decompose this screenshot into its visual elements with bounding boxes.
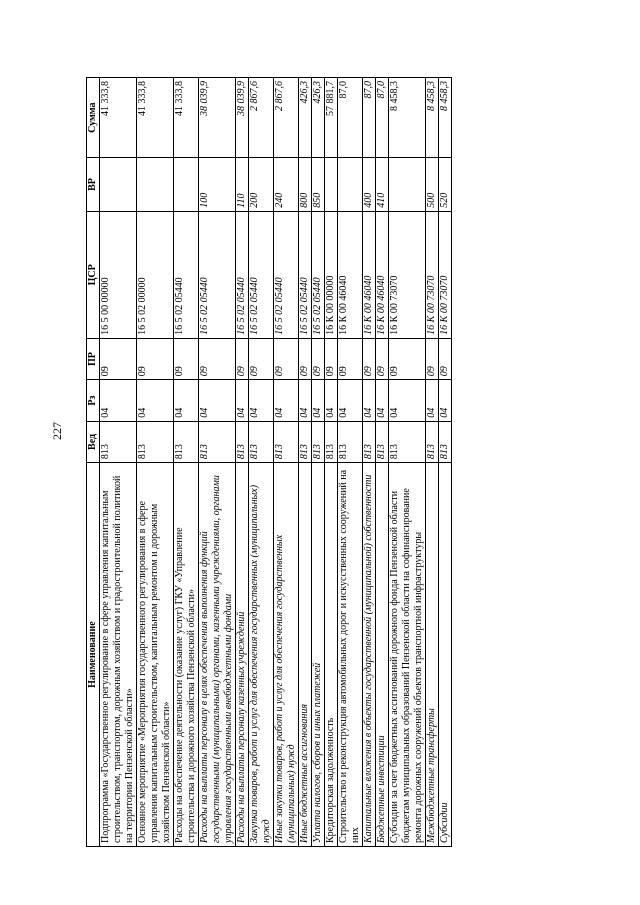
cell-csr: 16 К 00 46040 (338, 211, 363, 338)
cell-sum: 57 881,7 (325, 78, 338, 158)
cell-csr: 16 К 00 46040 (363, 211, 376, 338)
cell-ved: 813 (199, 421, 236, 462)
cell-pr: 09 (274, 338, 299, 379)
cell-sum: 87,0 (376, 78, 389, 158)
cell-ved: 813 (338, 421, 363, 462)
cell-sum: 2 867,6 (274, 78, 299, 158)
cell-name: Строительство и реконструкция автомобильных дорог и искусственных сооружений на них (338, 463, 363, 847)
cell-rz: 04 (312, 380, 325, 421)
cell-sum: 8 458,3 (439, 78, 452, 158)
cell-sum: 8 458,3 (426, 78, 439, 158)
cell-pr: 09 (299, 338, 312, 379)
cell-sum: 38 039,9 (199, 78, 236, 158)
cell-vr (338, 158, 363, 211)
cell-ved: 813 (426, 421, 439, 462)
cell-name: Бюджетные инвестиции (376, 463, 389, 847)
table-row (426, 78, 439, 847)
cell-sum: 41 333,8 (100, 78, 137, 158)
cell-ved: 813 (174, 421, 199, 462)
table-row (199, 78, 236, 847)
cell-ved: 813 (137, 421, 174, 462)
cell-sum: 426,3 (299, 78, 312, 158)
cell-csr: 16 5 02 05440 (312, 211, 325, 338)
table-row (236, 78, 249, 847)
header-rz: Рз (87, 380, 100, 421)
cell-vr: 520 (439, 158, 452, 211)
cell-vr: 800 (299, 158, 312, 211)
header-ved: Вед (87, 421, 100, 462)
cell-ved: 813 (249, 421, 274, 462)
cell-name: Капитальные вложения в объекты государственной (муниципальной) собственности (363, 463, 376, 847)
cell-pr: 09 (439, 338, 452, 379)
cell-pr: 09 (174, 338, 199, 379)
cell-name: Межбюджетные трансферты (426, 463, 439, 847)
cell-rz: 04 (299, 380, 312, 421)
table-row (274, 78, 299, 847)
cell-pr: 09 (100, 338, 137, 379)
cell-vr: 400 (363, 158, 376, 211)
cell-pr: 09 (137, 338, 174, 379)
cell-vr: 100 (199, 158, 236, 211)
cell-ved: 813 (236, 421, 249, 462)
table-row (299, 78, 312, 847)
cell-name: Уплата налогов, сборов и иных платежей (312, 463, 325, 847)
table-row (439, 78, 452, 847)
cell-name: Основное мероприятие «Мероприятия государственного регулирования в сфере управления капитальным строительством, капитальным ремонтом и дорожным хозяйством Пензенской области» (137, 463, 174, 847)
table-body (100, 78, 452, 847)
cell-ved: 813 (376, 421, 389, 462)
table-row (363, 78, 376, 847)
cell-vr: 200 (249, 158, 274, 211)
header-pr: ПР (87, 338, 100, 379)
cell-rz: 04 (199, 380, 236, 421)
cell-ved: 813 (325, 421, 338, 462)
page-number: 227 (50, 422, 64, 440)
cell-name: Иные бюджетные ассигнования (299, 463, 312, 847)
cell-csr: 16 5 02 05440 (299, 211, 312, 338)
cell-vr (100, 158, 137, 211)
table-row (325, 78, 338, 847)
cell-rz: 04 (338, 380, 363, 421)
cell-sum: 41 333,8 (174, 78, 199, 158)
cell-pr: 09 (312, 338, 325, 379)
cell-csr: 16 5 02 05440 (174, 211, 199, 338)
cell-csr: 16 5 02 05440 (199, 211, 236, 338)
cell-rz: 04 (325, 380, 338, 421)
header-sum: Сумма (87, 78, 100, 158)
cell-ved: 813 (100, 421, 137, 462)
cell-name: Субсидии за счет бюджетных ассигнований дорожного фонда Пензенской области бюджетам муниципальных образований Пензенской области на софинансирование ремонта дорожных сооружений объектов транспортной инфраструктуры (389, 463, 426, 847)
header-vr: ВР (87, 158, 100, 211)
cell-pr: 09 (363, 338, 376, 379)
cell-vr: 110 (236, 158, 249, 211)
cell-name: Иные закупки товаров, работ и услуг для обеспечения государственных (муниципальных) нужд (274, 463, 299, 847)
cell-csr: 16 К 00 00000 (325, 211, 338, 338)
cell-name: Расходы на обеспечение деятельности (оказание услуг) ГКУ «Управление строительства и дорожного хозяйства Пензенской области» (174, 463, 199, 847)
cell-name: Расходы на выплаты персоналу в целях обеспечения выполнения функций государственными (муниципальными) органами, казенными учреждениями, органами управления государственными внебюджетными фондами (199, 463, 236, 847)
cell-pr: 09 (376, 338, 389, 379)
cell-csr: 16 К 00 46040 (376, 211, 389, 338)
cell-name: Закупка товаров, работ и услуг для обеспечения государственных (муниципальных) нужд (249, 463, 274, 847)
rotated-table-wrapper (86, 77, 543, 847)
cell-pr: 09 (199, 338, 236, 379)
cell-csr: 16 5 02 05440 (249, 211, 274, 338)
cell-rz: 04 (100, 380, 137, 421)
cell-sum: 426,3 (312, 78, 325, 158)
cell-csr: 16 5 00 00000 (100, 211, 137, 338)
cell-csr: 16 К 00 73070 (426, 211, 439, 338)
table-row (376, 78, 389, 847)
cell-vr (389, 158, 426, 211)
cell-rz: 04 (426, 380, 439, 421)
table-row (100, 78, 137, 847)
cell-vr: 240 (274, 158, 299, 211)
cell-pr: 09 (325, 338, 338, 379)
cell-csr: 16 5 02 05440 (274, 211, 299, 338)
table-row (137, 78, 174, 847)
cell-pr: 09 (426, 338, 439, 379)
cell-ved: 813 (312, 421, 325, 462)
cell-csr: 16 5 02 05440 (236, 211, 249, 338)
cell-pr: 09 (338, 338, 363, 379)
cell-csr: 16 К 00 73070 (439, 211, 452, 338)
cell-rz: 04 (174, 380, 199, 421)
table-row (389, 78, 426, 847)
cell-vr: 850 (312, 158, 325, 211)
cell-ved: 813 (299, 421, 312, 462)
cell-rz: 04 (363, 380, 376, 421)
cell-pr: 09 (249, 338, 274, 379)
header-name: Наименование (87, 463, 100, 847)
cell-vr (137, 158, 174, 211)
cell-name: Расходы на выплаты персоналу казенных учреждений (236, 463, 249, 847)
table-row (312, 78, 325, 847)
cell-sum: 87,0 (338, 78, 363, 158)
cell-sum: 2 867,6 (249, 78, 274, 158)
cell-sum: 87,0 (363, 78, 376, 158)
cell-ved: 813 (274, 421, 299, 462)
cell-ved: 813 (363, 421, 376, 462)
cell-rz: 04 (389, 380, 426, 421)
cell-rz: 04 (376, 380, 389, 421)
cell-rz: 04 (439, 380, 452, 421)
cell-ved: 813 (439, 421, 452, 462)
table-header-row (87, 78, 100, 847)
cell-csr: 16 5 02 00000 (137, 211, 174, 338)
cell-name: Кредиторская задолженность (325, 463, 338, 847)
cell-vr: 410 (376, 158, 389, 211)
header-csr: ЦСР (87, 211, 100, 338)
cell-vr (174, 158, 199, 211)
cell-pr: 09 (236, 338, 249, 379)
table-row (249, 78, 274, 847)
cell-rz: 04 (236, 380, 249, 421)
cell-sum: 38 039,9 (236, 78, 249, 158)
cell-name: Подпрограмма «Государственное регулирование в сфере управления капитальным строительством, транспортом, дорожным хозяйством и градостроительной политикой на территории Пензенской области» (100, 463, 137, 847)
cell-rz: 04 (274, 380, 299, 421)
cell-rz: 04 (137, 380, 174, 421)
cell-name: Субсидии (439, 463, 452, 847)
table-row (338, 78, 363, 847)
cell-pr: 09 (389, 338, 426, 379)
cell-sum: 8 458,3 (389, 78, 426, 158)
budget-table (86, 77, 452, 847)
cell-ved: 813 (389, 421, 426, 462)
cell-sum: 41 333,8 (137, 78, 174, 158)
cell-rz: 04 (249, 380, 274, 421)
cell-vr (325, 158, 338, 211)
table-row (174, 78, 199, 847)
cell-csr: 16 К 00 73070 (389, 211, 426, 338)
cell-vr: 500 (426, 158, 439, 211)
